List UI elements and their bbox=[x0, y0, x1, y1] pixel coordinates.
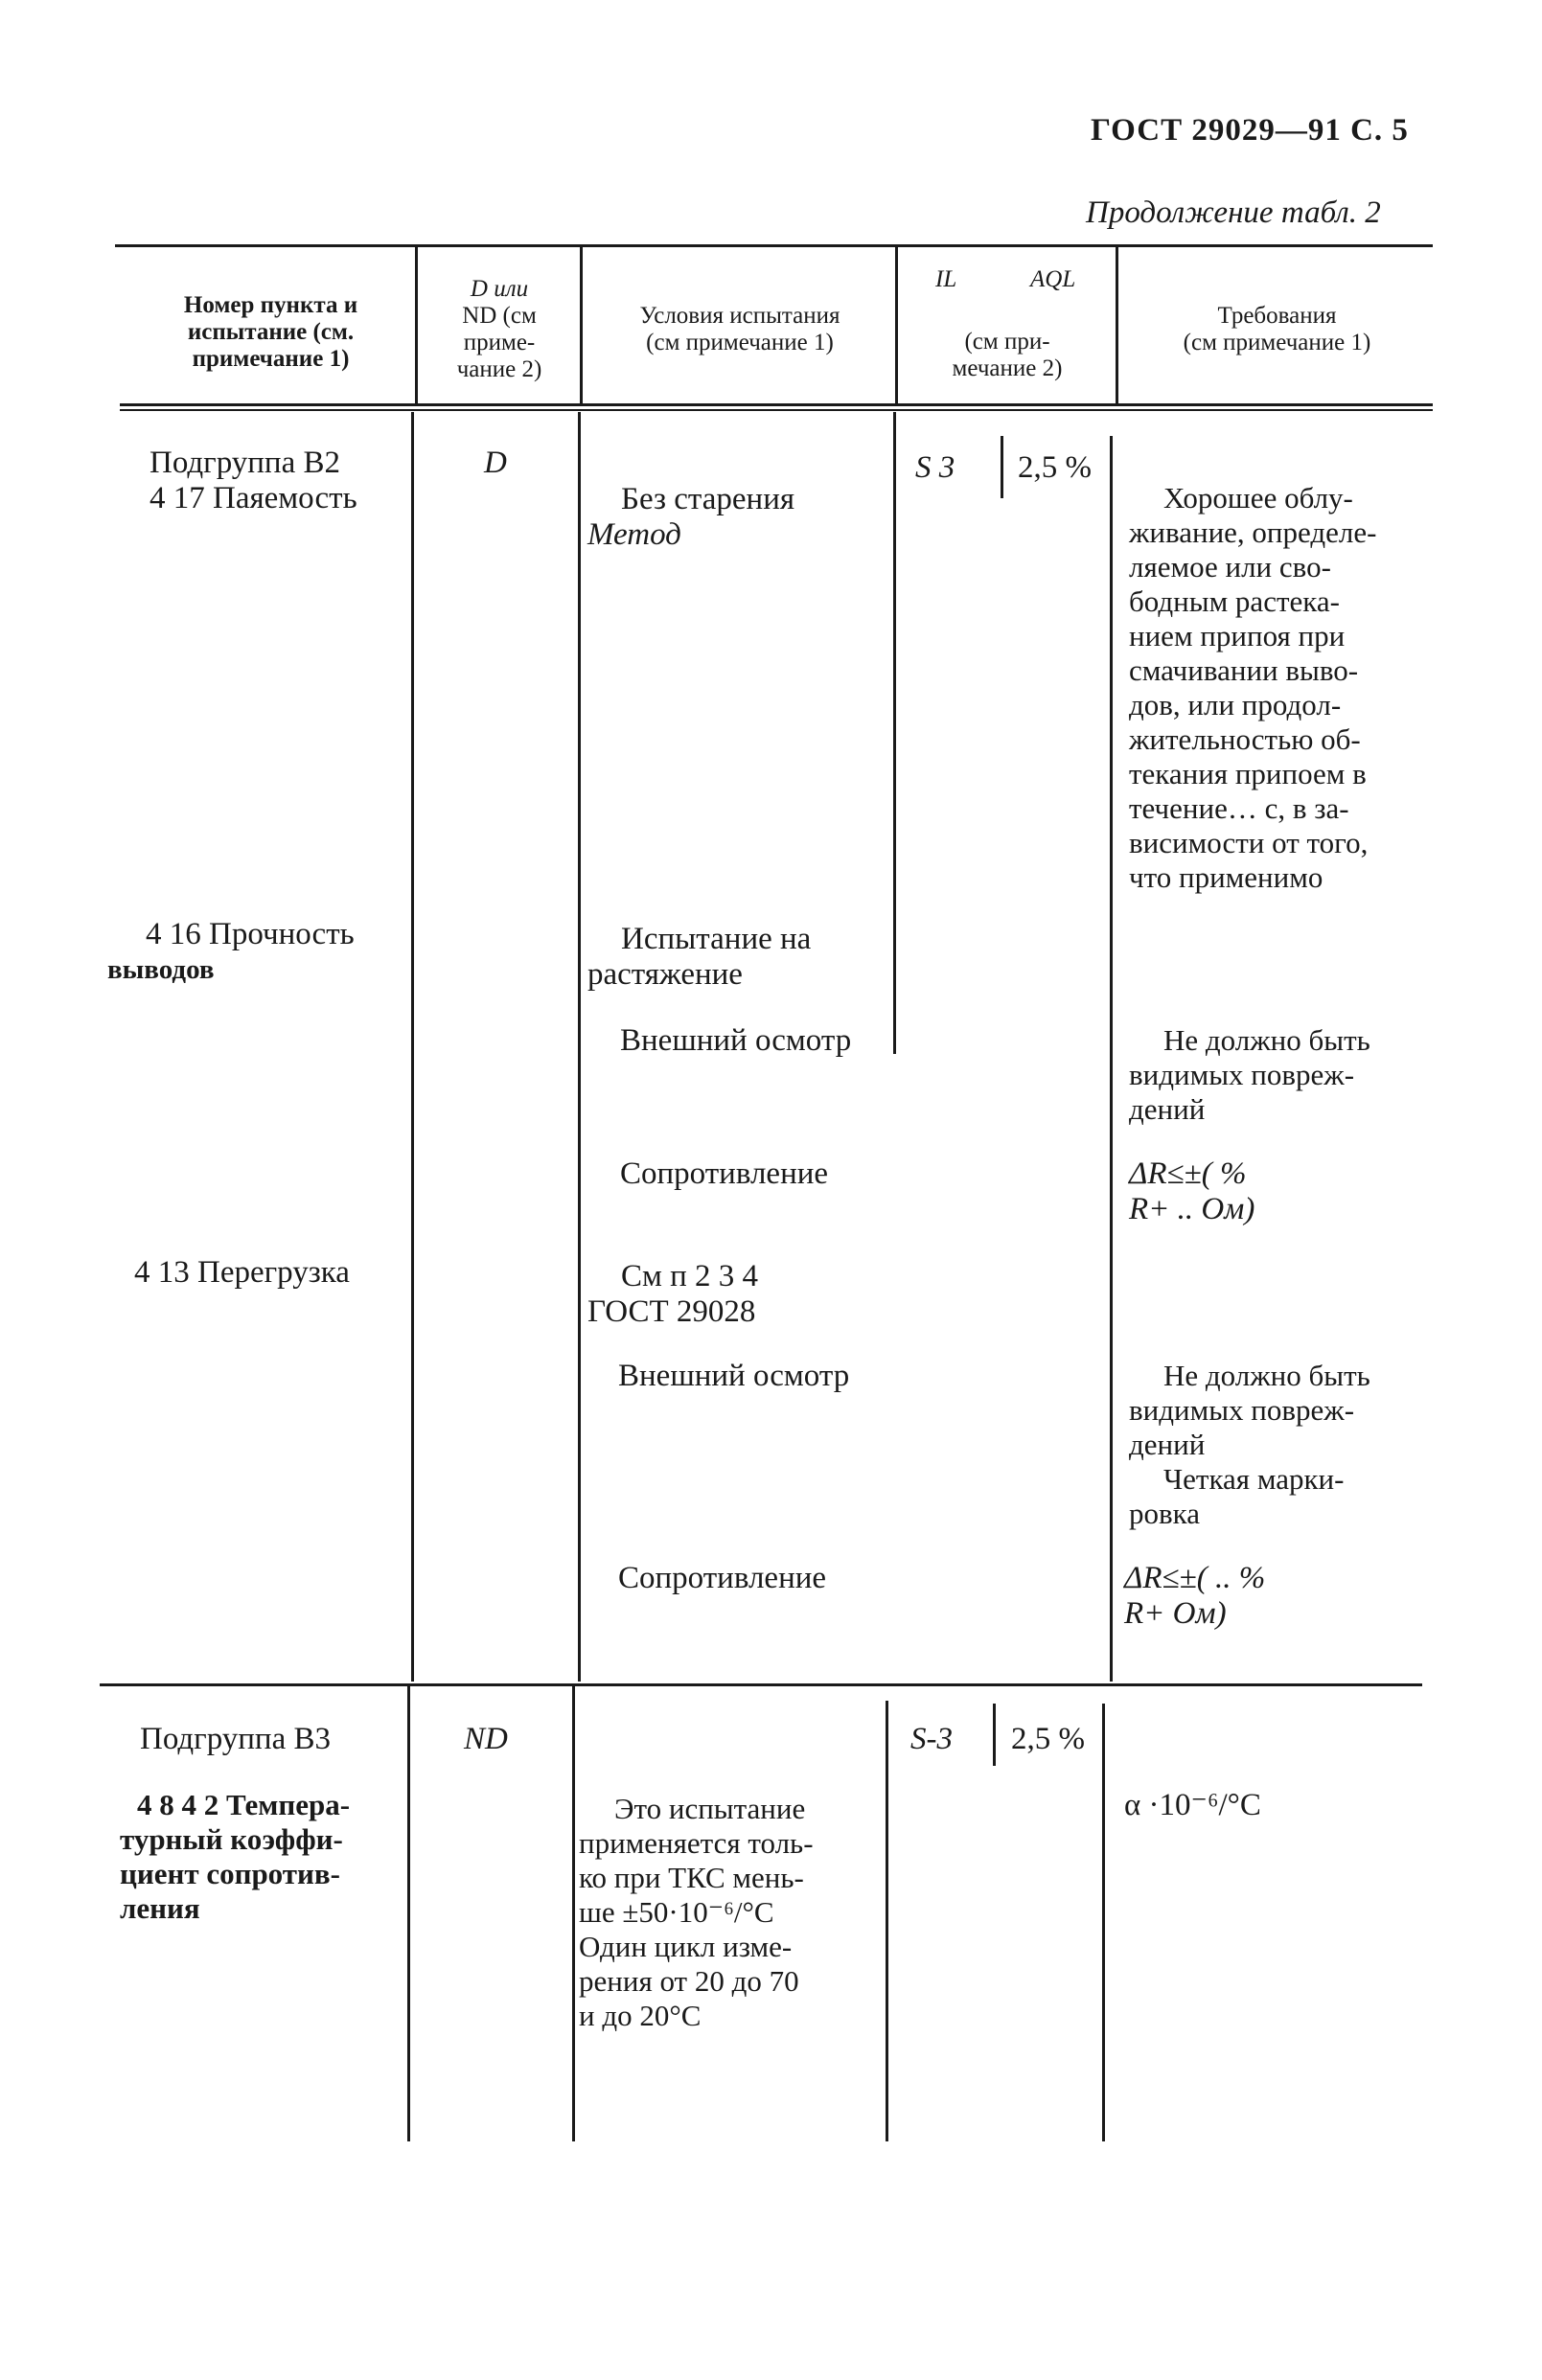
item-4-8-4-2-line: циент сопротив- bbox=[120, 1857, 340, 1890]
cond-4-8-4-2-line: рения от 20 до 70 bbox=[579, 1964, 799, 1998]
cond-4-8-4-2-line: применяется толь- bbox=[579, 1826, 814, 1860]
req-4-13-line: дений bbox=[1129, 1428, 1206, 1461]
col-line-3-b3 bbox=[886, 1701, 888, 2141]
col-line-4 bbox=[1116, 247, 1118, 405]
req-4-13-res-line: R+ Ом) bbox=[1124, 1596, 1227, 1631]
req-4-17-line: висимости от того, bbox=[1129, 826, 1369, 859]
group-divider-rule bbox=[100, 1683, 1422, 1686]
header-col3-line: (см примечание 1) bbox=[646, 330, 834, 355]
header-aql: AQL bbox=[1030, 266, 1076, 292]
table-top-rule bbox=[115, 244, 1433, 247]
req-4-13-line: видимых повреж- bbox=[1129, 1393, 1355, 1427]
req-4-16-res-line: R+ .. Ом) bbox=[1129, 1192, 1255, 1226]
header-col1-line: Номер пункта и bbox=[183, 292, 358, 318]
req-4-8-4-2: α ·10⁻⁶/°С bbox=[1124, 1788, 1261, 1822]
item-4-8-4-2-line: турный коэффи- bbox=[120, 1822, 343, 1856]
header-col2 bbox=[419, 276, 580, 383]
cond-4-8-4-2-line: Один цикл изме- bbox=[579, 1930, 793, 1963]
header-il: IL bbox=[935, 266, 957, 292]
cond-4-17-line: Без старения bbox=[621, 482, 795, 516]
req-4-16-line: дений bbox=[1129, 1092, 1206, 1126]
item-4-16 bbox=[107, 917, 355, 988]
col-line-3 bbox=[895, 247, 898, 405]
b2-d-nd-value: D bbox=[484, 446, 507, 480]
item-4-8-4-2-line: ления bbox=[120, 1891, 200, 1925]
header-col5 bbox=[1121, 303, 1433, 356]
col-line-4-b3 bbox=[1102, 1704, 1105, 2141]
header-col2-line: D или bbox=[470, 276, 529, 302]
req-4-17-line: текания припоем в bbox=[1129, 757, 1367, 790]
req-4-13-res-line: ΔR≤±( .. % bbox=[1124, 1561, 1266, 1595]
header-col4-line: мечание 2) bbox=[952, 355, 1063, 381]
item-4-13: 4 13 Перегрузка bbox=[134, 1255, 350, 1290]
req-4-17-line: что применимо bbox=[1129, 860, 1323, 894]
cond-4-17-line: Метод bbox=[587, 517, 681, 552]
req-4-13-line: ровка bbox=[1129, 1497, 1200, 1530]
col-line-il-aql-b3 bbox=[993, 1704, 996, 1766]
cond-4-8-4-2-line: ше ±50·10⁻⁶/°С bbox=[579, 1895, 774, 1929]
cond-4-16-resistance: Сопротивление bbox=[620, 1156, 829, 1191]
cond-4-16-tension bbox=[587, 922, 811, 993]
item-4-16-line: 4 16 Прочность bbox=[146, 917, 355, 951]
col-line-1 bbox=[415, 247, 418, 405]
table-continuation-label: Продолжение табл. 2 bbox=[1086, 195, 1381, 230]
header-col1-line: испытание (см. bbox=[187, 319, 355, 345]
b2-aql-value: 2,5 % bbox=[1018, 450, 1092, 485]
cond-4-13-visual: Внешний осмотр bbox=[618, 1359, 850, 1393]
req-4-16-visual bbox=[1129, 1023, 1370, 1127]
subgroup-b3-label: Подгруппа В3 bbox=[140, 1722, 331, 1756]
col-line-2-b3 bbox=[572, 1686, 575, 2141]
page-title: ГОСТ 29029—91 С. 5 bbox=[1091, 113, 1409, 148]
req-4-16-resistance bbox=[1129, 1156, 1254, 1227]
req-4-17-line: смачивании выво- bbox=[1129, 653, 1359, 687]
req-4-16-res-line: ΔR≤±( % bbox=[1129, 1156, 1247, 1191]
b3-aql-value: 2,5 % bbox=[1011, 1722, 1085, 1756]
col-line-1-b2 bbox=[411, 412, 414, 1682]
item-4-8-4-2 bbox=[120, 1788, 350, 1926]
subgroup-b2-label: Подгруппа В2 bbox=[150, 446, 340, 480]
req-4-16-line: Не должно быть bbox=[1163, 1023, 1370, 1057]
col-line-3-b2 bbox=[893, 412, 896, 1054]
header-col4-note bbox=[901, 329, 1114, 382]
req-4-17-line: дов, или продол- bbox=[1129, 688, 1342, 721]
item-4-8-4-2-line: 4 8 4 2 Темпера- bbox=[137, 1788, 351, 1821]
cond-4-13-ref bbox=[587, 1259, 758, 1330]
req-4-17-line: ляемое или сво- bbox=[1129, 550, 1331, 584]
req-4-16-line: видимых повреж- bbox=[1129, 1058, 1355, 1091]
col-line-il-aql-b2 bbox=[1001, 436, 1003, 498]
col-line-2-b2 bbox=[578, 412, 581, 1682]
header-col3 bbox=[585, 303, 895, 356]
b3-il-value: S-3 bbox=[910, 1722, 953, 1756]
req-4-17-line: течение… с, в за- bbox=[1129, 791, 1349, 825]
cond-4-16-line: Испытание на bbox=[621, 922, 812, 956]
cond-4-13-resistance: Сопротивление bbox=[618, 1561, 827, 1595]
req-4-17-line: Хорошее облу- bbox=[1163, 481, 1353, 515]
cond-4-16-line: растяжение bbox=[587, 957, 743, 992]
cond-4-8-4-2 bbox=[579, 1792, 814, 2033]
col-line-4-b2 bbox=[1110, 436, 1113, 1682]
header-col4-line: (см при- bbox=[964, 329, 1050, 355]
req-4-17-line: бодным растека- bbox=[1129, 584, 1340, 618]
header-col3-line: Условия испытания bbox=[639, 303, 840, 329]
header-col5-line: Требования bbox=[1217, 303, 1337, 329]
header-col2-line: ND (см bbox=[462, 303, 537, 329]
header-col5-line: (см примечание 1) bbox=[1183, 330, 1371, 355]
req-4-13-line: Не должно быть bbox=[1163, 1359, 1370, 1392]
b2-il-value: S 3 bbox=[915, 450, 955, 485]
cond-4-16-visual: Внешний осмотр bbox=[620, 1023, 852, 1058]
header-col2-line: чание 2) bbox=[456, 356, 542, 382]
col-line-1-b3 bbox=[407, 1686, 410, 2141]
item-4-17: 4 17 Паяемость bbox=[150, 481, 357, 515]
cond-4-13-line: ГОСТ 29028 bbox=[587, 1294, 756, 1329]
header-col1-line: примечание 1) bbox=[192, 346, 350, 372]
cond-4-17 bbox=[587, 482, 794, 553]
cond-4-8-4-2-line: Это испытание bbox=[614, 1792, 806, 1825]
header-col2-line: приме- bbox=[463, 330, 536, 355]
header-bottom-rule-2 bbox=[120, 409, 1433, 411]
cond-4-8-4-2-line: ко при ТКС мень- bbox=[579, 1861, 804, 1894]
req-4-17-line: живание, определе- bbox=[1129, 515, 1377, 549]
cond-4-13-line: См п 2 3 4 bbox=[621, 1259, 759, 1293]
req-4-17-line: жительностью об- bbox=[1129, 722, 1361, 756]
cond-4-8-4-2-line: и до 20°С bbox=[579, 1999, 702, 2032]
header-col1 bbox=[134, 292, 407, 373]
b3-d-nd-value: ND bbox=[464, 1722, 508, 1756]
req-4-17-line: нием припоя при bbox=[1129, 619, 1346, 652]
req-4-13-visual bbox=[1129, 1359, 1370, 1531]
col-line-2 bbox=[580, 247, 583, 405]
item-4-16-line: выводов bbox=[107, 954, 215, 985]
req-4-13-resistance bbox=[1124, 1561, 1265, 1632]
req-4-13-line: Четкая марки- bbox=[1163, 1462, 1345, 1496]
header-bottom-rule bbox=[120, 403, 1433, 406]
req-4-17 bbox=[1129, 481, 1376, 895]
